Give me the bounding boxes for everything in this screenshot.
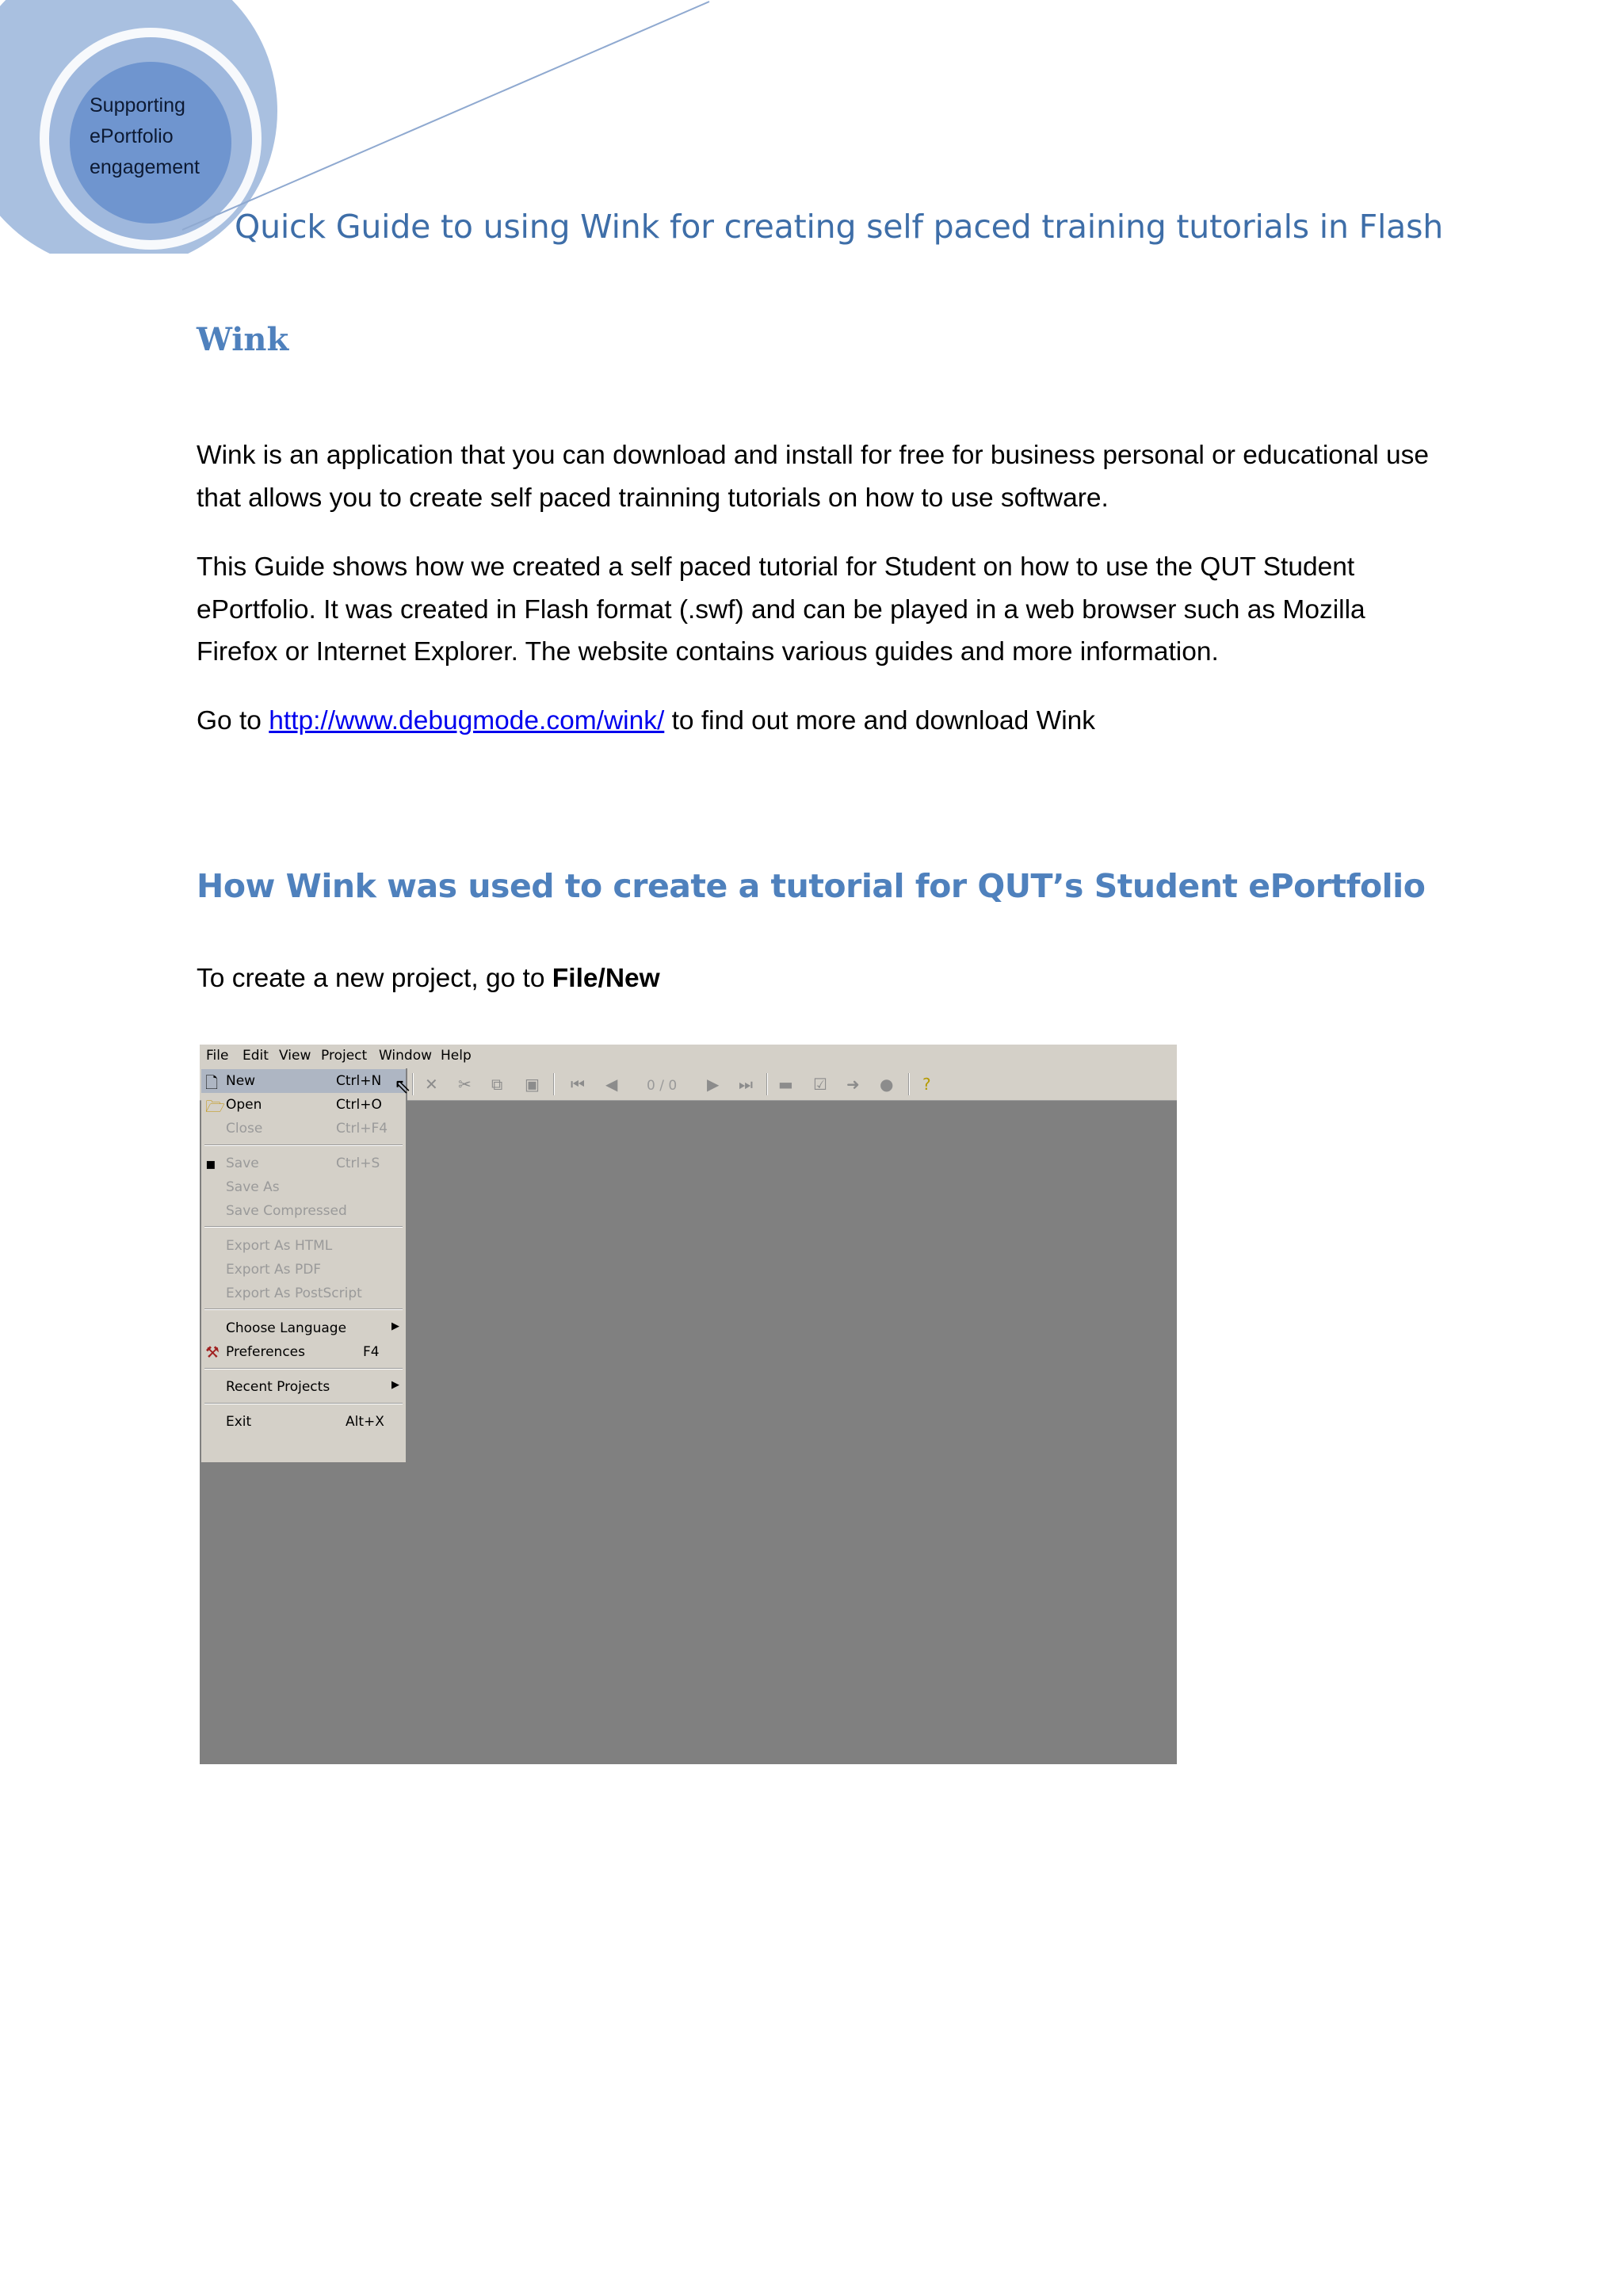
menu-item-preferences-shortcut: F4: [363, 1344, 380, 1360]
create-project-prefix: To create a new project, go to: [197, 964, 552, 993]
record-icon[interactable]: ▬: [778, 1075, 793, 1094]
menu-item-save-as-label: Save As: [226, 1179, 280, 1195]
menu-separator: [204, 1144, 403, 1146]
new-document-icon: 🗋: [205, 1073, 219, 1092]
logo-line-1: Supporting: [90, 94, 185, 117]
menu-item-preferences-label: Preferences: [226, 1344, 305, 1360]
first-frame-icon[interactable]: ⏮: [571, 1075, 585, 1094]
preferences-tools-icon: ⚒: [205, 1343, 220, 1362]
delete-icon[interactable]: ✕: [425, 1075, 438, 1094]
file-menu-dropdown: [201, 1068, 407, 1464]
menu-item-exit-label: Exit: [226, 1414, 252, 1430]
menu-item-close[interactable]: [201, 1117, 406, 1140]
menu-help[interactable]: Help: [441, 1048, 472, 1064]
next-frame-icon[interactable]: ▶: [707, 1075, 720, 1094]
menu-item-choose-language-label: Choose Language: [226, 1320, 347, 1336]
menu-item-preferences[interactable]: [201, 1340, 406, 1364]
menu-item-open-shortcut: Ctrl+O: [336, 1097, 382, 1113]
menu-item-new[interactable]: [201, 1069, 406, 1093]
render-icon[interactable]: ●: [880, 1075, 894, 1094]
document-title: Quick Guide to using Wink for creating self paced training tutorials in Flash: [235, 208, 1444, 246]
cut-icon[interactable]: ✂: [458, 1075, 472, 1094]
menu-item-export-html-label: Export As HTML: [226, 1238, 333, 1254]
menu-item-save-compressed-label: Save Compressed: [226, 1203, 347, 1219]
menu-item-save-compressed[interactable]: [201, 1199, 406, 1223]
menu-item-export-pdf[interactable]: [201, 1258, 406, 1282]
menu-project[interactable]: Project: [321, 1048, 368, 1064]
mouse-cursor-icon: ⇖: [394, 1075, 411, 1098]
paragraph-create-project: [197, 957, 1433, 1000]
menu-item-export-html[interactable]: [201, 1234, 406, 1258]
wink-website-link[interactable]: http://www.debugmode.com/wink/: [269, 706, 665, 735]
copy-icon[interactable]: ⧉: [491, 1075, 503, 1094]
menu-item-open[interactable]: [201, 1093, 406, 1117]
menu-separator: [204, 1403, 403, 1404]
section-heading-how: How Wink was used to create a tutorial for QUT’s Student ePortfolio: [197, 867, 1426, 905]
menu-file[interactable]: File: [206, 1048, 229, 1064]
toolbar-separator: [553, 1073, 555, 1095]
menu-item-exit[interactable]: [201, 1410, 406, 1434]
previous-frame-icon[interactable]: ◀: [605, 1075, 618, 1094]
menu-item-exit-shortcut: Alt+X: [346, 1414, 384, 1430]
logo-line-3: engagement: [90, 156, 200, 178]
menu-item-open-label: Open: [226, 1097, 262, 1113]
save-disk-icon: ▪: [205, 1154, 216, 1173]
download-prefix: Go to: [197, 706, 269, 735]
menu-item-choose-language[interactable]: [201, 1316, 406, 1340]
open-folder-icon: 🗁: [205, 1097, 225, 1116]
section-heading-wink: Wink: [197, 321, 289, 358]
menu-item-new-label: New: [226, 1073, 256, 1089]
menu-item-recent-projects-label: Recent Projects: [226, 1379, 330, 1395]
download-suffix: to find out more and download Wink: [664, 706, 1096, 735]
menu-item-save-as[interactable]: [201, 1175, 406, 1199]
arrow-right-icon[interactable]: ➜: [846, 1075, 860, 1094]
menu-separator: [204, 1226, 403, 1228]
menu-item-export-postscript-label: Export As PostScript: [226, 1286, 362, 1301]
menu-separator: [204, 1308, 403, 1310]
toolbar-separator: [412, 1073, 414, 1095]
logo-line-2: ePortfolio: [90, 125, 174, 147]
toolbar-separator: [766, 1073, 768, 1095]
file-new-path: File/New: [552, 964, 660, 993]
menu-item-export-postscript[interactable]: [201, 1282, 406, 1305]
menu-item-save-shortcut: Ctrl+S: [336, 1156, 380, 1171]
menu-item-save[interactable]: [201, 1152, 406, 1175]
paragraph-guide: This Guide shows how we created a self paced tutorial for Student on how to use the QUT Student ePortfolio. It was created in Flash format (.swf) and can be played in a web browser such as Mozilla Firefox or Internet Explorer. The website contains various guides and more information.: [197, 552, 1365, 667]
paragraph-intro: Wink is an application that you can download and install for free for business personal or educational use that allows you to create self paced trainning tutorials on how to use software.: [197, 441, 1429, 513]
menu-item-recent-projects[interactable]: [201, 1375, 406, 1399]
last-frame-icon[interactable]: ⏭: [739, 1075, 753, 1094]
paste-icon[interactable]: ▣: [525, 1075, 540, 1094]
menu-bar: [200, 1045, 1177, 1068]
menu-window[interactable]: Window: [379, 1048, 433, 1064]
menu-edit[interactable]: Edit: [242, 1048, 269, 1064]
menu-view[interactable]: View: [279, 1048, 311, 1064]
menu-item-save-label: Save: [226, 1156, 259, 1171]
wink-app-screenshot: [200, 1045, 1177, 1764]
menu-item-export-pdf-label: Export As PDF: [226, 1262, 322, 1278]
logo-text: [90, 90, 224, 183]
help-icon[interactable]: ?: [922, 1075, 931, 1094]
frame-counter: 0 / 0: [647, 1078, 678, 1094]
paragraph-download: [197, 700, 1433, 743]
toolbar-separator: [908, 1073, 910, 1095]
checklist-icon[interactable]: ☑: [813, 1075, 827, 1094]
menu-separator: [204, 1368, 403, 1370]
submenu-arrow-icon: ▶: [391, 1379, 399, 1391]
menu-item-new-shortcut: Ctrl+N: [336, 1073, 382, 1089]
submenu-arrow-icon: ▶: [391, 1320, 399, 1332]
menu-item-close-label: Close: [226, 1121, 263, 1137]
menu-item-close-shortcut: Ctrl+F4: [336, 1121, 388, 1137]
